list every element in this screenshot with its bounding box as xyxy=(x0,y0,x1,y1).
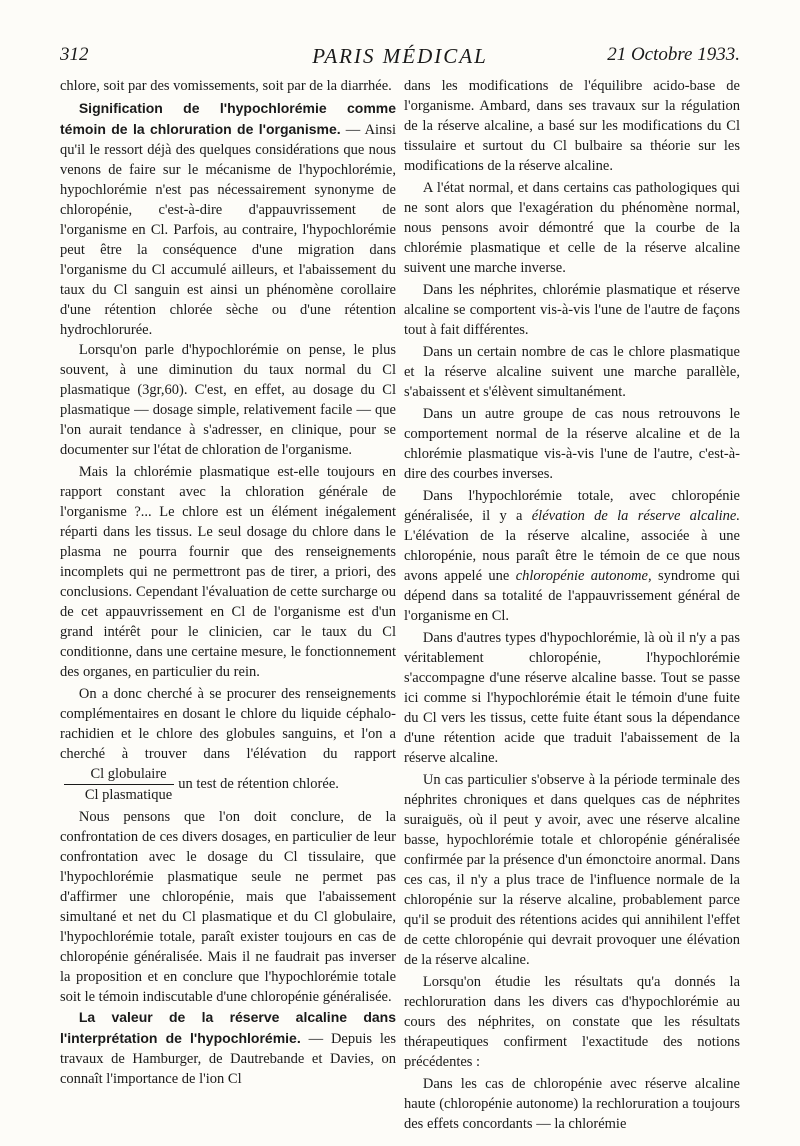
section-paragraph xyxy=(60,1007,396,1089)
paragraph-text: L'élévation de la réserve alcaline, associée à une chloropénie, nous paraît être le témoin de ce que nous avons appelé une xyxy=(404,528,740,584)
paragraph-text: un test de rétention chlorée. xyxy=(178,775,339,792)
paragraph xyxy=(404,486,740,626)
paragraph: Nous pensons que l'on doit conclure, de la confrontation de ces divers dosages, en particulier de leur confrontation avec le dosage du Cl tissulaire, que l'hypochlorémie plasmatique seule ne permet pas d'affirmer une chloropénie, mais que l'abaissement simultané et net du Cl plasmatique et du Cl globulaire, l'hypochlorémie totale, paraît exister toujours en cas de chloropénie généralisée. Mais il ne faudrait pas inverser la proposition et en conclure que l'hypochlorémie totale soit le témoin indiscutable d'une chloropénie généralisée. xyxy=(60,809,396,1005)
paragraph: chlore, soit par des vomissements, soit par de la diarrhée. xyxy=(60,78,392,94)
emphasis-text: élévation de la réserve alcaline. xyxy=(531,508,740,524)
paragraph: Un cas particulier s'observe à la période terminale des néphrites chroniques et dans quelques cas de néphrites suraiguës, où il peut y avoir, avec une réserve alcaline basse, hypochlorémie totale et chloropénie généralisée confirmée par la présence d'un émonctoire anormal. Dans ces cas, il n'y a plus trace de l'influence normale de la chloropénie sur la réserve alcaline, probablement parce qu'il se produit des rétentions acides qui annihilent l'effet de cette chloropénie qui devrait provoquer une élévation de la réserve alcaline. xyxy=(404,772,740,968)
journal-title: PARIS MÉDICAL xyxy=(312,44,488,68)
paragraph: Lorsqu'on parle d'hypochlorémie on pense, le plus souvent, à une diminution du taux normal du Cl plasmatique (3gr,60). C'est, en effet, au dosage du Cl plasmatique — dosage simple, relativement facile — que l'on aurait tendance à s'adresser, en clinique, pour se documenter sur l'état de chloration de l'organisme. xyxy=(60,342,396,458)
section-paragraph xyxy=(60,98,396,340)
paragraph: Lorsqu'on étudie les résultats qu'a donnés la rechloruration dans les divers cas d'hypochlorémie au cours des néphrites, on constate que les résultats thérapeutiques confirment l'exactitude des notions précédentes : xyxy=(404,974,740,1070)
emphasis-text: chloropénie autonome, xyxy=(515,568,652,584)
paragraph-text: syndrome qui dépend dans sa totalité de l'appauvrissement général de l'organisme en Cl. xyxy=(404,568,741,624)
paragraph xyxy=(60,684,396,805)
paragraph-text: — Depuis les travaux de Hamburger, de Dautrebande et Davies, on connaît l'importance de l'ion Cl xyxy=(60,1031,396,1087)
left-column xyxy=(60,76,396,1089)
issue-date: 21 Octobre 1933. xyxy=(607,44,740,65)
page-header xyxy=(60,44,740,70)
paragraph: Dans les cas de chloropénie avec réserve alcaline haute (chloropénie autonome) la rechloruration a toujours des effets concordants — la chlorémie xyxy=(404,1076,740,1132)
right-column xyxy=(404,76,740,1134)
section-heading: La valeur de la réserve alcaline dans l'interprétation de l'hypochlorémie. xyxy=(60,1009,396,1046)
paragraph: Dans un autre groupe de cas nous retrouvons le comportement normal de la réserve alcaline et de la chlorémie plasmatique vis-à-vis l'une de l'autre, c'est-à-dire des courbes inverses. xyxy=(404,406,740,482)
fraction-numerator: Cl globulaire xyxy=(64,764,174,785)
paragraph: Dans d'autres types d'hypochlorémie, là où il n'y a pas véritablement chloropénie, l'hypochlorémie s'accompagne d'une réserve alcaline basse. Tout se passe ici comme si l'hypochlorémie était le témoin d'une fuite du Cl vers les tissus, cette fuite étant sous la dépendance d'une rétention acide que traduit l'abaissement de la réserve alcaline. xyxy=(404,630,740,766)
paragraph: dans les modifications de l'équilibre acido-base de l'organisme. Ambard, dans ses travaux sur la régulation de la réserve alcaline, a basé sur les modifications du Cl tissulaire et surtout du Cl bulbaire sa théorie sur les modifications de la réserve alcaline. xyxy=(404,78,740,174)
ratio-fraction xyxy=(64,764,174,805)
paragraph: Mais la chlorémie plasmatique est-elle toujours en rapport constant avec la chloration générale de l'organisme ?... Le chlore est un élément inégalement réparti dans les tissus. Le seul dosage du chlore dans le plasma ne pourra fournir que des renseignements incomplets qui ne permettront pas de tirer, a priori, des conclusions. Cependant l'évaluation de cette surcharge ou de cet appauvrissement en Cl de l'organisme est d'un grand intérêt pour le clinicien, car le taux du Cl conditionne, dans une certaine mesure, le fonctionnement des organes, en particulier du rein. xyxy=(60,464,396,680)
paragraph: A l'état normal, et dans certains cas pathologiques qui ne sont alors que l'exagération du phénomène normal, nous pensons avoir démontré que la courbe de la chlorémie plasmatique et celle de la réserve alcaline suivent une marche inverse. xyxy=(404,180,740,276)
paragraph: Dans un certain nombre de cas le chlore plasmatique et la réserve alcaline suivent une marche parallèle, s'abaissent et s'élèvent simultanément. xyxy=(404,344,740,400)
paragraph-text: Dans l'hypochlorémie totale, avec chloropénie généralisée, il y a xyxy=(404,488,740,524)
paragraph-text: — Ainsi qu'il le ressort déjà des quelques considérations que nous venons de faire sur le mécanisme de l'hypochlorémie, hypochlorémie n'est pas nécessairement synonyme de chloropénie, c'est-à-dire d'appauvrissement de l'organisme en Cl. Parfois, au contraire, l'hypochlorémie peut être la conséquence d'une migration dans l'organisme du Cl accumulé ailleurs, et l'abaissement du taux du Cl sanguin est ainsi un phénomène corollaire d'une rétention chlorée sèche ou d'une rétention hydrochlorurée. xyxy=(60,122,396,338)
paragraph-text: On a donc cherché à se procurer des renseignements complémentaires en dosant le chlore du liquide céphalo-rachidien et le chlore des globules sanguins, et l'on a cherché à trouver dans l'élévation du rapport xyxy=(60,686,396,762)
paragraph: Dans les néphrites, chlorémie plasmatique et réserve alcaline se comportent vis-à-vis l'une de l'autre de façons tout à fait différentes. xyxy=(404,282,740,338)
section-heading: Signification de l'hypochlorémie comme témoin de la chloruration de l'organisme. xyxy=(60,100,396,137)
page-number: 312 xyxy=(60,44,89,65)
fraction-denominator: Cl plasmatique xyxy=(84,787,173,803)
